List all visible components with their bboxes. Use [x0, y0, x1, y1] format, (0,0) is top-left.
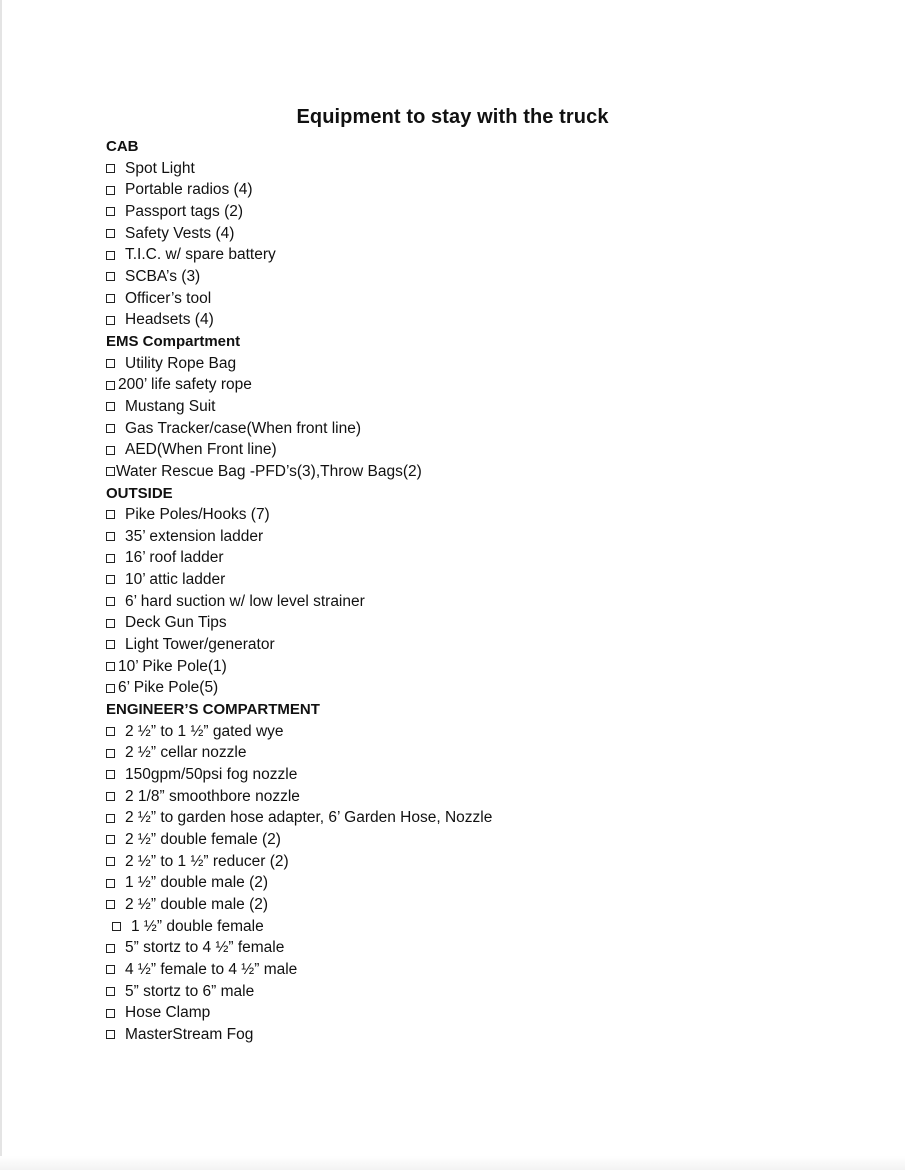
checklist-item[interactable]	[106, 158, 866, 180]
item-label: 1 ½” double male (2)	[125, 874, 269, 892]
item-label: 5” stortz to 6” male	[125, 982, 255, 1000]
checkbox-icon[interactable]	[106, 554, 115, 563]
checklist-item[interactable]	[106, 872, 866, 894]
section-heading-ems: EMS Compartment	[106, 332, 241, 350]
item-label: Passport tags (2)	[125, 202, 244, 220]
item-label: 10’ attic ladder	[125, 571, 226, 589]
item-label: Portable radios (4)	[125, 181, 253, 199]
checklist-item[interactable]	[106, 807, 866, 829]
checkbox-icon[interactable]	[106, 965, 115, 974]
item-label: 10’ Pike Pole(1)	[118, 657, 227, 675]
checkbox-icon[interactable]	[106, 814, 115, 823]
item-label: Utility Rope Bag	[125, 354, 237, 372]
checklist-item[interactable]	[106, 418, 866, 440]
checkbox-icon[interactable]	[106, 662, 115, 671]
item-label: 2 1/8” smoothbore nozzle	[125, 787, 300, 805]
checklist-item[interactable]	[106, 504, 866, 526]
checklist-item[interactable]	[106, 959, 866, 981]
item-label: 2 ½” to 1 ½” reducer (2)	[125, 852, 289, 870]
item-label: Deck Gun Tips	[125, 614, 227, 632]
item-label: T.I.C. w/ spare battery	[125, 246, 276, 264]
checkbox-icon[interactable]	[106, 684, 115, 693]
checklist-item[interactable]	[106, 309, 866, 331]
checklist-item[interactable]	[106, 439, 866, 461]
checklist-item[interactable]	[106, 786, 866, 808]
item-label: SCBA’s (3)	[125, 267, 201, 285]
checkbox-icon[interactable]	[106, 770, 115, 779]
checkbox-icon[interactable]	[106, 619, 115, 628]
checkbox-icon[interactable]	[106, 792, 115, 801]
section-heading-cab: CAB	[106, 138, 139, 155]
item-label: Hose Clamp	[125, 1004, 211, 1022]
checkbox-icon[interactable]	[106, 879, 115, 888]
item-label: 150gpm/50psi fog nozzle	[125, 766, 298, 784]
checklist-item[interactable]	[106, 894, 866, 916]
item-label: 2 ½” to 1 ½” gated wye	[125, 722, 284, 740]
checklist-item[interactable]	[106, 223, 866, 245]
checkbox-icon[interactable]	[106, 987, 115, 996]
checkbox-icon[interactable]	[106, 316, 115, 325]
checkbox-icon[interactable]	[106, 229, 115, 238]
checklist-item[interactable]	[106, 829, 866, 851]
checkbox-icon[interactable]	[106, 186, 115, 195]
section-heading-engineer: ENGINEER’S COMPARTMENT	[106, 701, 320, 719]
checklist-item[interactable]	[106, 612, 866, 634]
checkbox-icon[interactable]	[106, 467, 115, 476]
checkbox-icon[interactable]	[106, 575, 115, 584]
checkbox-icon[interactable]	[106, 294, 115, 303]
checklist-item[interactable]	[106, 201, 866, 223]
item-label: Safety Vests (4)	[125, 224, 235, 242]
checklist-item[interactable]	[106, 288, 866, 310]
checkbox-icon[interactable]	[106, 1030, 115, 1039]
checklist-item[interactable]	[106, 547, 866, 569]
checklist-item[interactable]	[106, 981, 866, 1003]
item-label: Light Tower/generator	[125, 636, 275, 654]
item-label: Headsets (4)	[125, 311, 214, 329]
checkbox-icon[interactable]	[112, 922, 121, 931]
checkbox-icon[interactable]	[106, 272, 115, 281]
checklist-item[interactable]	[106, 591, 866, 613]
checkbox-icon[interactable]	[106, 164, 115, 173]
page-bottom-shadow	[0, 1156, 905, 1170]
checkbox-icon[interactable]	[106, 640, 115, 649]
item-label: 2 ½” double male (2)	[125, 895, 269, 913]
checkbox-icon[interactable]	[106, 207, 115, 216]
item-label: Water Rescue Bag -PFD’s(3),Throw Bags(2)	[116, 462, 422, 480]
checkbox-icon[interactable]	[106, 749, 115, 758]
checkbox-icon[interactable]	[106, 446, 115, 455]
checkbox-icon[interactable]	[106, 510, 115, 519]
item-label: Pike Poles/Hooks (7)	[125, 506, 270, 524]
checkbox-icon[interactable]	[106, 424, 115, 433]
item-label: 35’ extension ladder	[125, 527, 264, 545]
checkbox-icon[interactable]	[106, 900, 115, 909]
item-label: 6’ hard suction w/ low level strainer	[125, 592, 365, 610]
page-edge	[0, 0, 2, 1170]
checklist-item[interactable]	[106, 1002, 866, 1024]
checkbox-icon[interactable]	[106, 251, 115, 260]
checklist-item[interactable]	[106, 634, 866, 656]
checkbox-icon[interactable]	[106, 727, 115, 736]
checkbox-icon[interactable]	[106, 381, 115, 390]
section-heading-outside: OUTSIDE	[106, 484, 173, 502]
checklist-item[interactable]	[106, 1024, 866, 1046]
checklist-item[interactable]	[106, 179, 866, 201]
item-label: Spot Light	[125, 159, 195, 177]
checkbox-icon[interactable]	[106, 402, 115, 411]
equipment-list	[106, 136, 866, 1046]
item-label: 16’ roof ladder	[125, 549, 224, 567]
checklist-item[interactable]	[106, 851, 866, 873]
checkbox-icon[interactable]	[106, 597, 115, 606]
checklist-item[interactable]	[106, 916, 866, 938]
checklist-item[interactable]	[106, 656, 866, 678]
checklist-item[interactable]	[106, 353, 866, 375]
item-label: AED(When Front line)	[125, 441, 277, 459]
item-label: 6’ Pike Pole(5)	[118, 679, 219, 697]
checklist-item[interactable]	[106, 526, 866, 548]
item-label: 2 ½” cellar nozzle	[125, 744, 247, 762]
item-label: Mustang Suit	[125, 397, 216, 415]
checklist-item[interactable]	[106, 266, 866, 288]
item-label: 2 ½” double female (2)	[125, 831, 281, 848]
checkbox-icon[interactable]	[106, 532, 115, 541]
checkbox-icon[interactable]	[106, 1009, 115, 1018]
checklist-item[interactable]	[106, 396, 866, 418]
checklist-item[interactable]	[106, 244, 866, 266]
item-label: Officer’s tool	[125, 289, 212, 307]
item-label: 200’ life safety rope	[118, 376, 252, 394]
checklist-item[interactable]	[106, 937, 866, 959]
checkbox-icon[interactable]	[106, 857, 115, 866]
checkbox-icon[interactable]	[106, 944, 115, 953]
checkbox-icon[interactable]	[106, 359, 115, 368]
item-label: 4 ½” female to 4 ½” male	[125, 960, 298, 978]
item-label: 1 ½” double female	[131, 917, 264, 935]
checklist-item[interactable]	[106, 677, 866, 699]
checklist-item[interactable]	[106, 461, 866, 483]
item-label: 2 ½” to garden hose adapter, 6’ Garden Hose, Nozzle	[125, 809, 493, 827]
page-title: Equipment to stay with the truck	[296, 106, 609, 128]
checklist-item[interactable]	[106, 742, 866, 764]
item-label: Gas Tracker/case(When front line)	[125, 419, 362, 437]
checklist-item[interactable]	[106, 721, 866, 743]
item-label: MasterStream Fog	[125, 1025, 254, 1043]
checkbox-icon[interactable]	[106, 835, 115, 844]
item-label: 5” stortz to 4 ½” female	[125, 939, 285, 957]
checklist-item[interactable]	[106, 569, 866, 591]
checklist-item[interactable]	[106, 374, 866, 396]
checklist-item[interactable]	[106, 764, 866, 786]
